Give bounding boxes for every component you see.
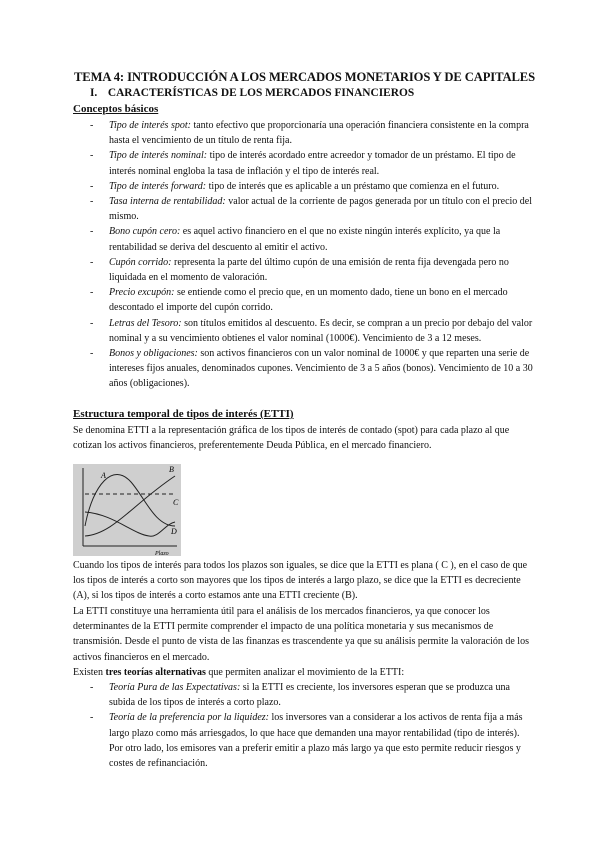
section-label: CARACTERÍSTICAS DE LOS MERCADOS FINANCIEROS — [107, 87, 415, 99]
section-heading — [90, 87, 414, 99]
list-item: - Cupón corrido: representa la parte del último cupón de una emisión de renta fija devengada pero no liquidada en el momento de valoración. — [90, 256, 509, 284]
etti-para-3: Existen tres teorías alternativas que permiten analizar el movimiento de la ETTI: — [73, 667, 405, 678]
list-item: - Precio excupón: se entiende como el precio que, en un momento dado, tiene un bono en el mercado descontado el importe del cupón corrido. — [90, 287, 508, 314]
etti-para-2: La ETTI constituye una herramienta útil para el análisis de los mercados financieros, ya que conocer los determinantes de la ETTI permite comprender el impacto de una política monetaria y sus mecanismos de transmisión. Desde el punto de vista de las finanzas es trascendente ya que su análisis permite la valoración de los activos financieros en el mercado. — [73, 606, 529, 663]
etti-intro: Se denomina ETTI a la representación gráfica de los tipos de interés de contado (spot) para cada plazo al que cotizan los activos financieros, preferentemente Deuda Pública, en el mercado financiero. — [73, 425, 510, 452]
list-item: - Bonos y obligaciones: son activos financieros con un valor nominal de 1000€ y que reparten una serie de intereses fijos anuales, denominados cupones. Vencimiento de 3 a 5 años (bonos). Vencimiento de 10 a 30 años (obligaciones). — [90, 348, 533, 390]
list-item: - Tipo de interés forward: tipo de interés que es aplicable a un préstamo que comienza en el futuro. — [90, 180, 500, 192]
chart-label-c: C — [173, 498, 179, 507]
chart-x-label: Plazo — [155, 551, 169, 556]
conceptos-heading: Conceptos básicos — [73, 103, 159, 115]
etti-para-1: Cuando los tipos de interés para todos los plazos son iguales, se dice que la ETTI es plana ( C ), en el caso de que los tipos de interés a corto son mayores que los tipos de interés a largo plazo, se dice que la ETTI es decreciente (A), si los tipos de interés a corto estamos ante una ETTI creciente (B). — [73, 560, 528, 602]
chart-label-b: B — [169, 465, 174, 474]
theories-list — [90, 680, 535, 771]
chart-label-d: D — [171, 527, 177, 536]
list-item: - Tipo de interés nominal: tipo de interés acordado entre acreedor y tomador de un préstamo. El tipo de interés nominal engloba la tasa de inflación y el tipo de interés real. — [90, 150, 516, 177]
list-item: - Bono cupón cero: es aquel activo financiero en el que no existe ningún interés explícito, ya que la rentabilidad se deriva del descuento al emitir el activo. — [90, 226, 501, 253]
conceptos-list — [90, 118, 535, 392]
list-item: - Tipo de interés spot: tanto efectivo que proporcionaría una operación financiera consistente en la compra hasta el vencimiento de un título de renta fija. — [90, 120, 529, 147]
list-item: - Tasa interna de rentabilidad: valor actual de la corriente de pagos generada por un título con el precio del mismo. — [90, 196, 533, 223]
etti-heading: Estructura temporal de tipos de interés (ETTI) — [73, 408, 294, 420]
list-item: - Letras del Tesoro: son títulos emitidos al descuento. Es decir, se compran a un precio por debajo del valor nominal y a su vencimiento obtienes el valor nominal (1000€). Vencimiento de 3 a 12 meses. — [90, 317, 533, 344]
list-item: - Teoría de la preferencia por la liquidez: los inversores van a considerar a los activos de renta fija a más largo plazo como más arriesgados, lo que hace que demanden una mayor rentabilidad (tipo de interés). Por otro lado, los emisores van a preferir emitir a plazo más largo ya que esto permite reducir riesgos y costes de refinanciación. — [90, 712, 523, 770]
chart-label-a: A — [101, 471, 106, 480]
etti-chart — [73, 464, 181, 556]
list-item: - Teoría Pura de las Expectativas: si la ETTI es creciente, los inversores esperan que se produzca una subida de los tipos de interés a corto plazo. — [90, 682, 510, 709]
section-number: I. — [90, 87, 98, 99]
page-title: TEMA 4: INTRODUCCIÓN A LOS MERCADOS MONETARIOS Y DE CAPITALES — [74, 70, 535, 84]
